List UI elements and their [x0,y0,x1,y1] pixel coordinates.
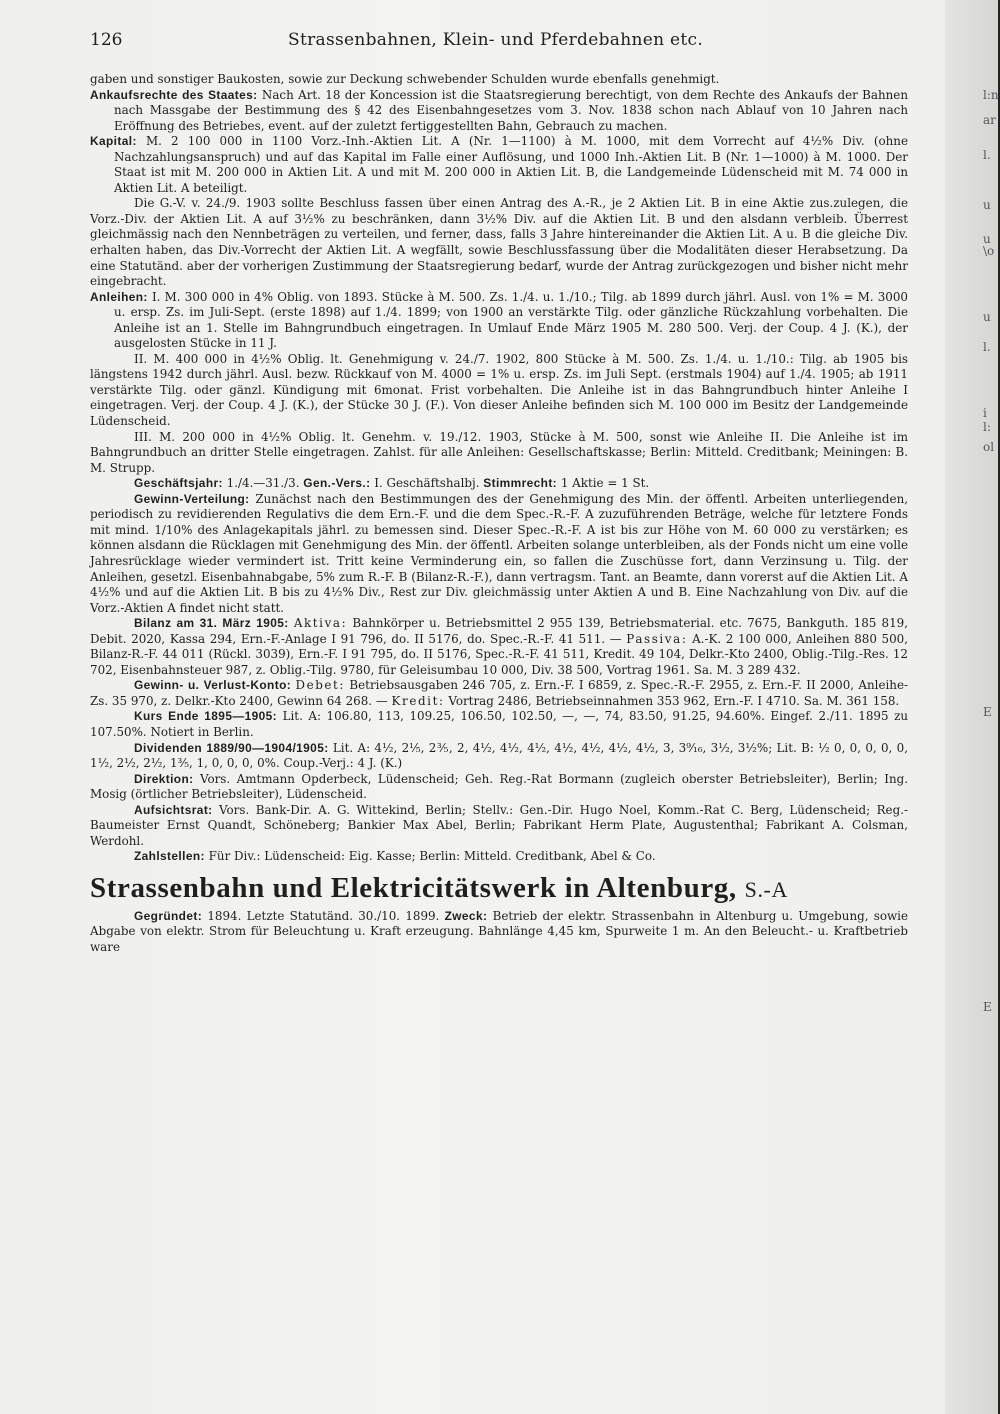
intro-paragraph: gaben und sonstiger Baukosten, sowie zur Deckung schwebender Schulden wurde ebenfalls genehmigt. [90,72,720,86]
anleihen-paragraph [90,290,908,352]
direktion-label: Direktion: [134,771,194,786]
margin-fragment: ol [983,440,995,454]
margin-fragment: l. [983,340,991,354]
anleihen-2-paragraph: II. M. 400 000 in 4½% Oblig. lt. Genehmigung v. 24./7. 1902, 800 Stücke à M. 500. Zs. 1./4. u. 1./10.: Tilg. ab 1905 bis längstens 1942 durch jährl. Ausl. bezw. Rückkauf von M. 4000 = 1% u. ersp. Zs. im Juli Sept. (erstmals 1904) auf 1./4. 1905; ab 1911 verstärkte Tilg. oder gänzl. Kündigung mit 6monat. Frist vorbehalten. Die Anleihe ist in das Bahngrundbuch hinter Anleihe I eingetragen. Verj. der Coup. 4 J. (K.), der Stücke 30 J. (F.). Von dieser Anleihe befinden sich M. 100 000 im Besitz der Landgemeinde Lüdenscheid. [90,351,908,429]
geschaeftsjahr-paragraph [90,476,908,492]
margin-fragment: E [983,705,992,719]
gv-text: I. Geschäftshalbj. [374,476,480,491]
kredit-label: Kredit: [391,693,445,708]
dividenden-paragraph [90,741,908,772]
kapital-label: Kapital: [90,134,137,149]
gewinn-label: Gewinn-Verteilung: [134,491,250,506]
debet-label: Debet: [295,678,346,693]
bilanz-paragraph [90,616,908,678]
stimm-label: Stimmrecht: [483,476,558,491]
running-title: Strassenbahnen, Klein- und Pferdebahnen etc. [288,30,704,50]
section-title [90,871,908,907]
kurs-label: Kurs Ende 1895—1905: [134,709,278,724]
aufsicht-paragraph [90,803,908,850]
margin-fragment: l:n [983,88,999,102]
margin-fragment: l. [983,148,991,162]
guv-kredit: Vortrag 2486, Betriebseinnahmen 353 962, Ern.-F. I 4710. Sa. M. 361 158. [448,693,900,708]
margin-fragment: u [983,310,991,324]
margin-fragment: ar [983,113,996,127]
gj-label: Geschäftsjahr: [134,476,223,491]
bilanz-passiva: A.-K. 2 100 000, Anleihen 880 500, Bilanz-R.-F. 44 011 (Rückl. 3039), Ern.-F. I 91 795, do. II 5176, Spec.-R.-F. 41 511, Kredit. 49 104, Delkr.-Kto 2400, Oblig.-Tilg.-Res. 12 702, Eisenbahnsteuer 987, z. Oblig.-Tilg. 9780, für Geleisumbau 10 000, Div. 38 500, Vortrag 1961. Sa. M. 3 289 432. [90,631,909,677]
kapital-text: M. 2 100 000 in 1100 Vorz.-Inh.-Aktien Lit. A (Nr. 1—1100) à M. 1000, mit dem Vorrecht auf 4½% Div. (ohne Nachzahlungsanspruch) und auf das Kapital im Falle einer Auflösung, und 1000 Inh.-Aktien Lit. B (Nr. 1—1000) à M. 1000. Der Staat ist mit M. 200 000 in Aktien Lit. A und mit M. 200 000 in Aktien Lit. B, die Landgemeinde Lüdenscheid mit M. 74 000 in Aktien Lit. A beteiligt. [114,134,908,195]
gv-label: Gen.-Vers.: [303,476,371,491]
anleihen-3-paragraph: III. M. 200 000 in 4½% Oblig. lt. Genehm. v. 19./12. 1903, Stücke à M. 500, sonst wie Anleihe II. Die Anleihe ist im Bahngrundbuch an dritter Stelle eingetragen. Zahlst. für alle Anleihen: Gesellschaftskasse; Berlin: Mitteld. Creditbank; Meiningen: B. M. Strupp. [90,429,908,475]
gegr-label: Gegründet: [134,908,203,923]
gegruendet-paragraph [90,909,908,956]
stimm-text: 1 Aktie = 1 St. [560,476,650,491]
aktiva-label: Aktiva: [293,616,348,631]
bilanz-label: Bilanz am 31. März 1905: [134,616,289,631]
gegr-text: 1894. Letzte Statutänd. 30./10. 1899. [207,908,440,923]
anleihen-label: Anleihen: [90,289,148,304]
gewinn-text: Zunächst nach den Bestimmungen des der Genehmigung des Min. der öffentl. Arbeiten unterliegenden, periodisch zu revidierenden Regulativs die dem Ern.-F. und die dem Spec.-R.-F. A zuzuführenden Beträge, welche für letztere Fonds mit mind. 1/10% des Anlagekapitals jährl. zu bemessen sind. Dieser Spec.-R.-F. A ist bis zur Höhe von M. 60 000 zu verstärken; es können alsdann die Rücklagen mit Genehmigung des Min. der öffentl. Arbeiten solange unterbleiben, als der Fonds nicht um eine volle Jahresrücklage wieder vermindert ist. Tritt keine Verminderung ein, so fallen die Zuschüsse fort, dann Verzinsung u. Tilg. der Anleihen, gesetzl. Eisenbahnabgabe, 5% zum R.-F. B (Bilanz-R.-F.), dann vertragsm. Tant. an Beamte, dann vorerst auf die Aktien Lit. A 4½% und auf die Aktien Lit. B bis zu 4½% Div., Rest zur Div. gleichmässig unter Aktien A und B. Eine Nachzahlung von Div. auf die Vorz.-Aktien A findet nicht statt. [90,491,909,615]
aufsicht-text: Vors. Bank-Dir. A. G. Wittekind, Berlin; Stellv.: Gen.-Dir. Hugo Noel, Komm.-Rat C. Berg, Lüdenscheid; Reg.-Baumeister Ernst Quandt, Schöneberg; Bankier Max Abel, Berlin; Fabrikant Herm Plate, Augustenthal; Fabrikant A. Colsman, Werdohl. [90,802,908,848]
aufsicht-label: Aufsichtsrat: [134,802,213,817]
bilanz-aktiva: Bahnkörper u. Betriebsmittel 2 955 139, Betriebsmaterial. etc. 7675, Bankguth. 185 819, Debit. 2020, Kassa 294, Ern.-F.-Anlage I 91 796, do. II 5176, do. Spec.-R.-F. 41 511. — [90,616,909,646]
passiva-label: Passiva: [626,631,688,646]
gv-paragraph: Die G.-V. v. 24./9. 1903 sollte Beschluss fassen über einen Antrag des A.-R., je 2 Aktien Lit. B in eine Aktie zus.zulegen, die Vorz.-Div. der Aktien Lit. A auf 3½% zu beschränken, dann 3½% Div. auf die Aktien Lit. B und den alsdann verbleib. Überrest gleichmässig nach den Nennbeträgen zu verteilen, und ferner, dass, falls 3 Jahre hintereinander die Aktien Lit. A u. B die gleiche Div. erhalten haben, das Div.-Vorrecht der Aktien Lit. A wegfällt, sowie Beschlussfassung über die Modalitäten dieser Herabsetzung. Da eine Statutänd. aber der vorherigen Zustimmung der Staatsregierung bedarf, wurde der Antrag zurückgezogen und bisher nicht mehr eingebracht. [90,196,908,289]
kapital-paragraph [90,134,908,196]
anleihen-1-text: I. M. 300 000 in 4% Oblig. von 1893. Stücke à M. 500. Zs. 1./4. u. 1./10.; Tilg. ab 1899 durch jährl. Ausl. von 1% = M. 3000 u. ersp. Zs. im Juli-Sept. (erste 1898) auf 1./4. 1899; von 1900 an verstärkte Tilg. oder gänzliche Rückzahlung vorbehalten. Die Anleihe ist an 1. Stelle im Bahngrundbuch eingetragen. In Umlauf Ende März 1905 M. 280 500. Verj. der Coup. 4 J. (K.), der ausgelosten Stücke in 11 J. [114,289,908,351]
guv-debet: Betriebsausgaben 246 705, z. Ern.-F. I 6859, z. Spec.-R.-F. 2955, z. Ern.-F. II 2000, Anleihe-Zs. 35 970, z. Delkr.-Kto 2400, Gewinn 64 268. — [90,678,908,708]
guv-label: Gewinn- u. Verlust-Konto: [134,678,292,693]
kurs-paragraph [90,709,908,740]
margin-fragment: u [983,232,991,246]
zweck-text: Betrieb der elektr. Strassenbahn in Altenburg u. Umgebung, sowie Abgabe von elektr. Strom für Beleuchtung u. Kraft erzeugung. Bahnlänge 4,45 km, Spurweite 1 m. An den Beleucht.- u. Kraftbetrieb ware [90,908,909,954]
kurs-text: Lit. A: 106.80, 113, 109.25, 106.50, 102.50, —, —, 74, 83.50, 91.25, 94.60%. Eingef. 2./11. 1895 zu 107.50%. Notiert in Berlin. [90,709,909,739]
zahl-label: Zahlstellen: [134,849,205,864]
zweck-label: Zweck: [444,908,488,923]
margin-fragment: \o [983,244,995,258]
gewinn-paragraph [90,492,908,616]
margin-fragment: u [983,198,991,212]
section-title-suffix: S.-A [744,876,788,902]
page-number: 126 [90,30,123,50]
margin-fragment: l: [983,420,991,434]
zahl-text: Für Div.: Lüdenscheid: Eig. Kasse; Berlin: Mitteld. Creditbank, Abel & Co. [208,849,656,864]
gj-text: 1./4.—31./3. [226,476,300,491]
ankauf-label: Ankaufsrechte des Staates: [90,87,258,102]
ankauf-paragraph [90,88,908,135]
ankauf-text: Nach Art. 18 der Koncession ist die Staatsregierung berechtigt, von dem Rechte des Ankaufs der Bahnen nach Massgabe der Bestimmung des § 42 des Eisenbahngesetzes vom 3. Nov. 1838 schon nach Ablauf von 10 Jahren nach Eröffnung des Betriebes, event. auf der zuletzt fertiggestellten Bahn, Gebrauch zu machen. [114,87,908,133]
direktion-text: Vors. Amtmann Opderbeck, Lüdenscheid; Geh. Reg.-Rat Bormann (zugleich oberster Betriebsleiter), Berlin; Ing. Mosig (örtlicher Betriebsleiter), Lüdenscheid. [90,771,909,802]
margin-fragment: i [983,406,987,420]
section-title-text: Strassenbahn und Elektricitätswerk in Altenburg, [90,871,737,904]
margin-fragment: E [983,1000,992,1014]
div-label: Dividenden 1889/90—1904/1905: [134,740,329,755]
div-text: Lit. A: 4½, 2⅕, 2⅗, 2, 4½, 4½, 4½, 4½, 4½, 4½, 4½, 3, 3⁹⁄₁₆, 3½, 3½%; Lit. B: ½ 0, 0, 0, 0, 0, 1½, 2½, 2½, 1⅗, 1, 0, 0, 0, 0%. Coup.-Verj.: 4 J. (K.) [90,740,909,771]
guv-paragraph [90,678,908,709]
zahlstellen-paragraph [90,849,908,865]
body-text [90,72,908,956]
direktion-paragraph [90,772,908,803]
page-header [90,30,900,54]
